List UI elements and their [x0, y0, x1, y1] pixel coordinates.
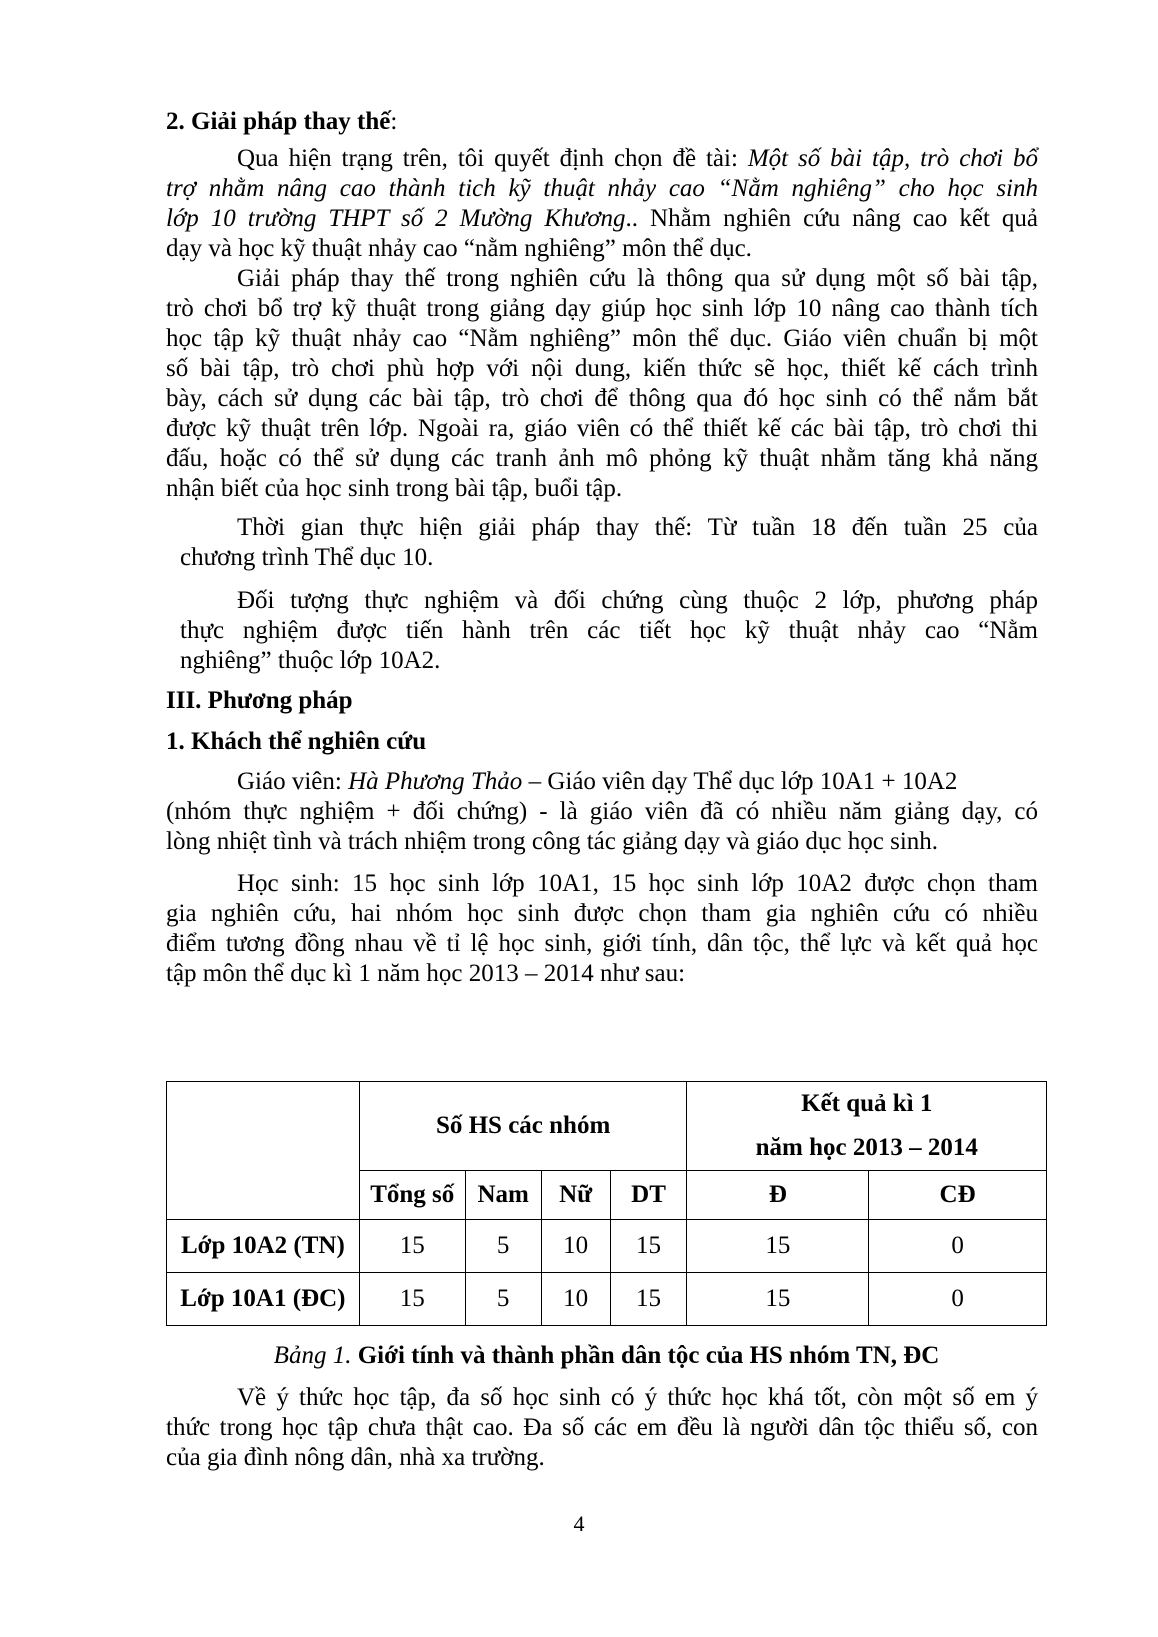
heading-phuong-phap: III. Phương pháp	[166, 687, 353, 714]
para4-line1: Đối tượng thực nghiệm và đối chứng cùng thuộc 2 lớp, phương pháp	[237, 587, 1038, 614]
para5-line1: Giáo viên: Hà Phương Thảo – Giáo viên dạy Thể dục lớp 10A1 + 10A2	[237, 768, 958, 795]
para1-line4: dạy và học kỹ thuật nhảy cao “nằm nghiêng” môn thể dục.	[166, 235, 752, 262]
para5-line2: (nhóm thực nghiệm + đối chứng) - là giáo viên đã có nhiều năm giảng dạy, có	[166, 798, 1038, 825]
para2-line5: bày, cách sử dụng các bài tập, trò chơi để thông qua đó học sinh có thể nắm bắt	[166, 385, 1038, 412]
para7-line2: thức trong học tập chưa thật cao. Đa số các em đều là người dân tộc thiểu số, con	[166, 1414, 1038, 1441]
para7-line3: của gia đình nông dân, nhà xa trường.	[166, 1444, 545, 1471]
para1-line2: trợ nhằm nâng cao thành tich kỹ thuật nhảy cao “Nằm nghiêng” cho học sinh	[166, 175, 1038, 202]
table-cell: 5	[465, 1220, 541, 1273]
para6-line2: gia nghiên cứu, hai nhóm học sinh được chọn tham gia nghiên cứu có nhiều	[166, 900, 1038, 927]
table-cell: 5	[465, 1273, 541, 1326]
table-cell: 15	[687, 1220, 869, 1273]
para6-line1: Học sinh: 15 học sinh lớp 10A1, 15 học sinh lớp 10A2 được chọn tham	[237, 870, 1038, 897]
table-cell: 0	[869, 1220, 1047, 1273]
heading-khach-the: 1. Khách thể nghiên cứu	[166, 728, 427, 755]
subheader-dt: DT	[610, 1171, 687, 1220]
table-caption: Bảng 1. Giới tính và thành phần dân tộc của HS nhóm TN, ĐC	[273, 1342, 940, 1369]
para4-line2: thực nghiệm được tiến hành trên các tiết học kỹ thuật nhảy cao “Nằm	[180, 617, 1038, 644]
para7-line1: Về ý thức học tập, đa số học sinh có ý thức học khá tốt, còn một số em ý	[237, 1384, 1038, 1411]
student-table	[166, 1081, 1047, 1326]
page-number: 4	[573, 1511, 585, 1536]
para2-line7: đấu, hoặc có thể sử dụng các tranh ảnh mô phỏng kỹ thuật nhằm tăng khả năng	[166, 445, 1038, 472]
para3-line2: chương trình Thể dục 10.	[180, 544, 434, 571]
para5-line3: lòng nhiệt tình và trách nhiệm trong công tác giảng dạy và giáo dục học sinh.	[166, 828, 939, 855]
para2-line4: số bài tập, trò chơi phù hợp với nội dung, kiến thức sẽ học, thiết kế cách trình	[166, 355, 1038, 382]
table-cell: 15	[610, 1273, 687, 1326]
table-header-row	[167, 1082, 1047, 1171]
table-cell: 15	[610, 1220, 687, 1273]
result-header: Kết quả kì 1 năm học 2013 – 2014	[687, 1082, 1047, 1171]
para4-line3: nghiêng” thuộc lớp 10A2.	[180, 647, 441, 674]
table-cell: 15	[687, 1273, 869, 1326]
para1-line3: lớp 10 trường THPT số 2 Mường Khương.. Nhằm nghiên cứu nâng cao kết quả	[166, 205, 1038, 232]
para3-line1: Thời gian thực hiện giải pháp thay thế: Từ tuần 18 đến tuần 25 của	[237, 514, 1038, 541]
para6-line3: điểm tương đồng nhau về tỉ lệ học sinh, giới tính, dân tộc, thể lực và kết quả học	[166, 930, 1038, 957]
subheader-nam: Nam	[465, 1171, 541, 1220]
table-cell: 10	[541, 1273, 610, 1326]
para2-line3: học tập kỹ thuật nhảy cao “Nằm nghiêng” môn thể dục. Giáo viên chuẩn bị một	[166, 325, 1038, 352]
table-cell: 0	[869, 1273, 1047, 1326]
table-cell: 10	[541, 1220, 610, 1273]
para2-line1: Giải pháp thay thế trong nghiên cứu là thông qua sử dụng một số bài tập,	[237, 265, 1038, 292]
para1-line1: Qua hiện trạng trên, tôi quyết định chọn đề tài: Một số bài tập, trò chơi bổ	[237, 145, 1039, 172]
group-header: Số HS các nhóm	[359, 1082, 687, 1171]
row-label: Lớp 10A2 (TN)	[167, 1220, 360, 1273]
subheader-d: Đ	[687, 1171, 869, 1220]
para2-line2: trò chơi bổ trợ kỹ thuật trong giảng dạy giúp học sinh lớp 10 nâng cao thành tích	[166, 295, 1038, 322]
table-cell: 15	[359, 1273, 465, 1326]
subheader-tong-so: Tổng số	[359, 1171, 465, 1220]
table-cell: 15	[359, 1220, 465, 1273]
row-label: Lớp 10A1 (ĐC)	[167, 1273, 360, 1326]
heading-giai-phap: 2. Giải pháp thay thế:	[166, 108, 398, 135]
subheader-nu: Nữ	[541, 1171, 610, 1220]
para6-line4: tập môn thể dục kì 1 năm học 2013 – 2014 như sau:	[166, 960, 686, 987]
table-row	[167, 1220, 1047, 1273]
table-row	[167, 1273, 1047, 1326]
table-corner-cell	[167, 1082, 360, 1220]
para2-line6: được kỹ thuật trên lớp. Ngoài ra, giáo viên có thể thiết kế các bài tập, trò chơi thi	[166, 415, 1038, 442]
para2-line8: nhận biết của học sinh trong bài tập, buổi tập.	[166, 475, 623, 502]
subheader-cd: CĐ	[869, 1171, 1047, 1220]
